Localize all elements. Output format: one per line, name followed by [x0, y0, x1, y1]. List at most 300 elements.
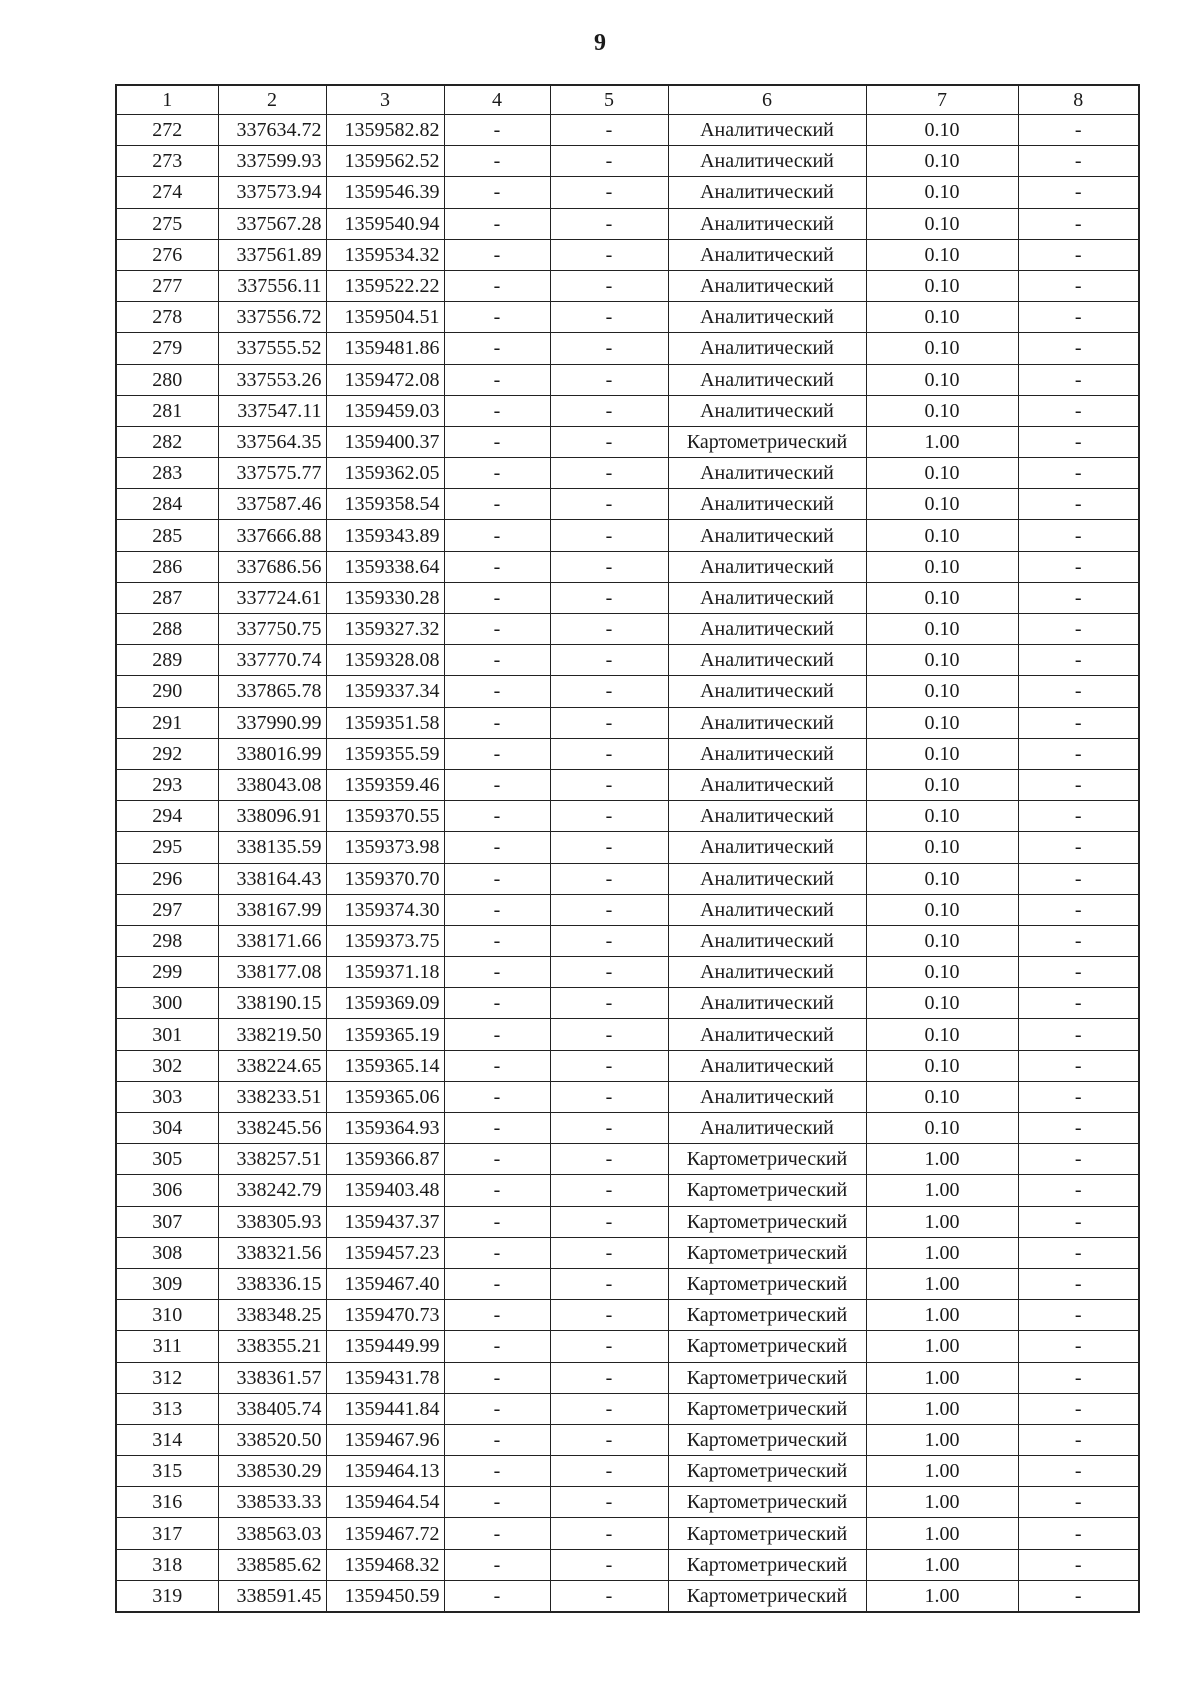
table-row — [116, 707, 1139, 738]
accuracy-cell: 0.10 — [866, 863, 1018, 894]
table-row — [116, 1362, 1139, 1393]
col8-cell: - — [1018, 832, 1139, 863]
col8-cell: - — [1018, 1424, 1139, 1455]
method-cell: Аналитический — [668, 239, 866, 270]
accuracy-cell: 0.10 — [866, 208, 1018, 239]
col4-cell: - — [444, 1487, 550, 1518]
col4-cell: - — [444, 769, 550, 800]
method-cell: Аналитический — [668, 1113, 866, 1144]
method-cell: Картометрический — [668, 1487, 866, 1518]
method-cell: Картометрический — [668, 1518, 866, 1549]
col8-cell: - — [1018, 769, 1139, 800]
method-cell: Картометрический — [668, 1175, 866, 1206]
col8-cell: - — [1018, 676, 1139, 707]
method-cell: Картометрический — [668, 1393, 866, 1424]
col8-cell: - — [1018, 426, 1139, 457]
col5-cell: - — [550, 801, 668, 832]
col5-cell: - — [550, 1050, 668, 1081]
col5-cell: - — [550, 146, 668, 177]
method-cell: Картометрический — [668, 1300, 866, 1331]
col8-cell: - — [1018, 1580, 1139, 1612]
accuracy-cell: 0.10 — [866, 676, 1018, 707]
point-number-cell: 310 — [116, 1300, 218, 1331]
col4-cell: - — [444, 925, 550, 956]
accuracy-cell: 0.10 — [866, 614, 1018, 645]
col8-cell: - — [1018, 1487, 1139, 1518]
col8-cell: - — [1018, 146, 1139, 177]
method-cell: Аналитический — [668, 270, 866, 301]
col8-cell: - — [1018, 645, 1139, 676]
table-row — [116, 115, 1139, 146]
accuracy-cell: 1.00 — [866, 426, 1018, 457]
method-cell: Аналитический — [668, 489, 866, 520]
point-number-cell: 294 — [116, 801, 218, 832]
col4-cell: - — [444, 988, 550, 1019]
col8-cell: - — [1018, 925, 1139, 956]
table-row — [116, 863, 1139, 894]
col8-cell: - — [1018, 1393, 1139, 1424]
method-cell: Аналитический — [668, 988, 866, 1019]
table-row — [116, 302, 1139, 333]
y-coordinate-cell: 1359330.28 — [326, 582, 444, 613]
x-coordinate-cell: 338585.62 — [218, 1549, 326, 1580]
point-number-cell: 305 — [116, 1144, 218, 1175]
col8-cell: - — [1018, 863, 1139, 894]
col8-cell: - — [1018, 614, 1139, 645]
col5-cell: - — [550, 614, 668, 645]
accuracy-cell: 0.10 — [866, 520, 1018, 551]
x-coordinate-cell: 337567.28 — [218, 208, 326, 239]
col5-cell: - — [550, 395, 668, 426]
method-cell: Аналитический — [668, 1019, 866, 1050]
accuracy-cell: 1.00 — [866, 1362, 1018, 1393]
col4-cell: - — [444, 957, 550, 988]
point-number-cell: 273 — [116, 146, 218, 177]
point-number-cell: 278 — [116, 302, 218, 333]
table-row — [116, 1393, 1139, 1424]
table-row — [116, 738, 1139, 769]
col4-cell: - — [444, 1300, 550, 1331]
col5-cell: - — [550, 863, 668, 894]
point-number-cell: 293 — [116, 769, 218, 800]
point-number-cell: 304 — [116, 1113, 218, 1144]
x-coordinate-cell: 337564.35 — [218, 426, 326, 457]
x-coordinate-cell: 338043.08 — [218, 769, 326, 800]
col8-cell: - — [1018, 582, 1139, 613]
table-row — [116, 1549, 1139, 1580]
x-coordinate-cell: 338305.93 — [218, 1206, 326, 1237]
y-coordinate-cell: 1359337.34 — [326, 676, 444, 707]
col4-cell: - — [444, 426, 550, 457]
col5-cell: - — [550, 582, 668, 613]
y-coordinate-cell: 1359441.84 — [326, 1393, 444, 1424]
col8-cell: - — [1018, 1019, 1139, 1050]
method-cell: Картометрический — [668, 1144, 866, 1175]
col5-cell: - — [550, 707, 668, 738]
table-row — [116, 957, 1139, 988]
table-row — [116, 1237, 1139, 1268]
y-coordinate-cell: 1359362.05 — [326, 458, 444, 489]
accuracy-cell: 1.00 — [866, 1237, 1018, 1268]
col5-cell: - — [550, 1175, 668, 1206]
table-row — [116, 1331, 1139, 1362]
x-coordinate-cell: 337547.11 — [218, 395, 326, 426]
accuracy-cell: 1.00 — [866, 1300, 1018, 1331]
y-coordinate-cell: 1359355.59 — [326, 738, 444, 769]
col8-cell: - — [1018, 1175, 1139, 1206]
col5-cell: - — [550, 1113, 668, 1144]
y-coordinate-cell: 1359338.64 — [326, 551, 444, 582]
table-row — [116, 582, 1139, 613]
accuracy-cell: 0.10 — [866, 115, 1018, 146]
y-coordinate-cell: 1359400.37 — [326, 426, 444, 457]
x-coordinate-cell: 338167.99 — [218, 894, 326, 925]
point-number-cell: 295 — [116, 832, 218, 863]
y-coordinate-cell: 1359327.32 — [326, 614, 444, 645]
table-row — [116, 1580, 1139, 1612]
column-header: 2 — [218, 85, 326, 115]
x-coordinate-cell: 337599.93 — [218, 146, 326, 177]
y-coordinate-cell: 1359365.19 — [326, 1019, 444, 1050]
x-coordinate-cell: 338224.65 — [218, 1050, 326, 1081]
col5-cell: - — [550, 177, 668, 208]
col5-cell: - — [550, 1081, 668, 1112]
col4-cell: - — [444, 551, 550, 582]
table-row — [116, 1175, 1139, 1206]
col8-cell: - — [1018, 302, 1139, 333]
table-row — [116, 146, 1139, 177]
table-row — [116, 1144, 1139, 1175]
y-coordinate-cell: 1359450.59 — [326, 1580, 444, 1612]
table-row — [116, 177, 1139, 208]
table-row — [116, 988, 1139, 1019]
table-row — [116, 1300, 1139, 1331]
table-row — [116, 769, 1139, 800]
point-number-cell: 279 — [116, 333, 218, 364]
x-coordinate-cell: 338348.25 — [218, 1300, 326, 1331]
col4-cell: - — [444, 520, 550, 551]
col4-cell: - — [444, 1081, 550, 1112]
point-number-cell: 286 — [116, 551, 218, 582]
method-cell: Аналитический — [668, 520, 866, 551]
x-coordinate-cell: 337666.88 — [218, 520, 326, 551]
point-number-cell: 274 — [116, 177, 218, 208]
table-row — [116, 925, 1139, 956]
x-coordinate-cell: 337770.74 — [218, 645, 326, 676]
column-header: 8 — [1018, 85, 1139, 115]
method-cell: Картометрический — [668, 1331, 866, 1362]
col8-cell: - — [1018, 333, 1139, 364]
accuracy-cell: 0.10 — [866, 1050, 1018, 1081]
y-coordinate-cell: 1359472.08 — [326, 364, 444, 395]
col8-cell: - — [1018, 364, 1139, 395]
method-cell: Аналитический — [668, 832, 866, 863]
col4-cell: - — [444, 614, 550, 645]
x-coordinate-cell: 338355.21 — [218, 1331, 326, 1362]
col8-cell: - — [1018, 1268, 1139, 1299]
x-coordinate-cell: 337587.46 — [218, 489, 326, 520]
col4-cell: - — [444, 1456, 550, 1487]
col5-cell: - — [550, 925, 668, 956]
point-number-cell: 308 — [116, 1237, 218, 1268]
col8-cell: - — [1018, 239, 1139, 270]
method-cell: Аналитический — [668, 925, 866, 956]
col5-cell: - — [550, 1518, 668, 1549]
point-number-cell: 289 — [116, 645, 218, 676]
method-cell: Аналитический — [668, 364, 866, 395]
point-number-cell: 309 — [116, 1268, 218, 1299]
col5-cell: - — [550, 489, 668, 520]
col8-cell: - — [1018, 988, 1139, 1019]
point-number-cell: 316 — [116, 1487, 218, 1518]
accuracy-cell: 0.10 — [866, 738, 1018, 769]
y-coordinate-cell: 1359459.03 — [326, 395, 444, 426]
col4-cell: - — [444, 738, 550, 769]
point-number-cell: 298 — [116, 925, 218, 956]
x-coordinate-cell: 337573.94 — [218, 177, 326, 208]
accuracy-cell: 0.10 — [866, 925, 1018, 956]
col5-cell: - — [550, 738, 668, 769]
y-coordinate-cell: 1359437.37 — [326, 1206, 444, 1237]
col8-cell: - — [1018, 1206, 1139, 1237]
x-coordinate-cell: 338242.79 — [218, 1175, 326, 1206]
table-row — [116, 489, 1139, 520]
method-cell: Аналитический — [668, 208, 866, 239]
accuracy-cell: 1.00 — [866, 1393, 1018, 1424]
y-coordinate-cell: 1359351.58 — [326, 707, 444, 738]
point-number-cell: 277 — [116, 270, 218, 301]
method-cell: Аналитический — [668, 551, 866, 582]
col4-cell: - — [444, 1549, 550, 1580]
point-number-cell: 288 — [116, 614, 218, 645]
accuracy-cell: 0.10 — [866, 270, 1018, 301]
col4-cell: - — [444, 395, 550, 426]
y-coordinate-cell: 1359449.99 — [326, 1331, 444, 1362]
accuracy-cell: 0.10 — [866, 1019, 1018, 1050]
point-number-cell: 319 — [116, 1580, 218, 1612]
page-number: 9 — [594, 30, 606, 56]
col5-cell: - — [550, 1580, 668, 1612]
accuracy-cell: 0.10 — [866, 957, 1018, 988]
point-number-cell: 314 — [116, 1424, 218, 1455]
method-cell: Картометрический — [668, 1456, 866, 1487]
col5-cell: - — [550, 1362, 668, 1393]
y-coordinate-cell: 1359370.70 — [326, 863, 444, 894]
point-number-cell: 318 — [116, 1549, 218, 1580]
method-cell: Аналитический — [668, 146, 866, 177]
accuracy-cell: 0.10 — [866, 1113, 1018, 1144]
table-row — [116, 1487, 1139, 1518]
x-coordinate-cell: 337686.56 — [218, 551, 326, 582]
col4-cell: - — [444, 1331, 550, 1362]
col5-cell: - — [550, 1206, 668, 1237]
method-cell: Аналитический — [668, 177, 866, 208]
x-coordinate-cell: 338171.66 — [218, 925, 326, 956]
accuracy-cell: 0.10 — [866, 458, 1018, 489]
col5-cell: - — [550, 988, 668, 1019]
point-number-cell: 303 — [116, 1081, 218, 1112]
accuracy-cell: 1.00 — [866, 1424, 1018, 1455]
y-coordinate-cell: 1359540.94 — [326, 208, 444, 239]
table-row — [116, 333, 1139, 364]
y-coordinate-cell: 1359468.32 — [326, 1549, 444, 1580]
col5-cell: - — [550, 1456, 668, 1487]
accuracy-cell: 0.10 — [866, 832, 1018, 863]
table-row — [116, 551, 1139, 582]
accuracy-cell: 0.10 — [866, 582, 1018, 613]
table-header — [116, 85, 1139, 115]
y-coordinate-cell: 1359582.82 — [326, 115, 444, 146]
y-coordinate-cell: 1359359.46 — [326, 769, 444, 800]
y-coordinate-cell: 1359467.96 — [326, 1424, 444, 1455]
x-coordinate-cell: 338135.59 — [218, 832, 326, 863]
table-row — [116, 1206, 1139, 1237]
table-row — [116, 1424, 1139, 1455]
col4-cell: - — [444, 894, 550, 925]
col5-cell: - — [550, 551, 668, 582]
table-row — [116, 645, 1139, 676]
y-coordinate-cell: 1359431.78 — [326, 1362, 444, 1393]
col8-cell: - — [1018, 1081, 1139, 1112]
y-coordinate-cell: 1359373.75 — [326, 925, 444, 956]
y-coordinate-cell: 1359464.54 — [326, 1487, 444, 1518]
accuracy-cell: 1.00 — [866, 1206, 1018, 1237]
coordinates-table — [115, 84, 1140, 1613]
x-coordinate-cell: 337575.77 — [218, 458, 326, 489]
col4-cell: - — [444, 270, 550, 301]
accuracy-cell: 0.10 — [866, 302, 1018, 333]
col8-cell: - — [1018, 1300, 1139, 1331]
col5-cell: - — [550, 676, 668, 707]
method-cell: Аналитический — [668, 738, 866, 769]
y-coordinate-cell: 1359464.13 — [326, 1456, 444, 1487]
y-coordinate-cell: 1359470.73 — [326, 1300, 444, 1331]
point-number-cell: 302 — [116, 1050, 218, 1081]
col4-cell: - — [444, 1144, 550, 1175]
point-number-cell: 307 — [116, 1206, 218, 1237]
accuracy-cell: 1.00 — [866, 1580, 1018, 1612]
y-coordinate-cell: 1359481.86 — [326, 333, 444, 364]
x-coordinate-cell: 337634.72 — [218, 115, 326, 146]
col4-cell: - — [444, 239, 550, 270]
col4-cell: - — [444, 1175, 550, 1206]
point-number-cell: 292 — [116, 738, 218, 769]
col5-cell: - — [550, 645, 668, 676]
col8-cell: - — [1018, 1456, 1139, 1487]
col4-cell: - — [444, 146, 550, 177]
method-cell: Аналитический — [668, 676, 866, 707]
col8-cell: - — [1018, 177, 1139, 208]
accuracy-cell: 0.10 — [866, 239, 1018, 270]
x-coordinate-cell: 338530.29 — [218, 1456, 326, 1487]
point-number-cell: 281 — [116, 395, 218, 426]
col4-cell: - — [444, 1113, 550, 1144]
table-row — [116, 1081, 1139, 1112]
column-header: 6 — [668, 85, 866, 115]
accuracy-cell: 0.10 — [866, 801, 1018, 832]
method-cell: Картометрический — [668, 1549, 866, 1580]
method-cell: Картометрический — [668, 1362, 866, 1393]
col5-cell: - — [550, 1424, 668, 1455]
table-row — [116, 520, 1139, 551]
point-number-cell: 312 — [116, 1362, 218, 1393]
table-row — [116, 1113, 1139, 1144]
point-number-cell: 280 — [116, 364, 218, 395]
col4-cell: - — [444, 1424, 550, 1455]
col5-cell: - — [550, 1331, 668, 1362]
column-header: 1 — [116, 85, 218, 115]
method-cell: Аналитический — [668, 333, 866, 364]
y-coordinate-cell: 1359374.30 — [326, 894, 444, 925]
method-cell: Аналитический — [668, 707, 866, 738]
col4-cell: - — [444, 707, 550, 738]
col5-cell: - — [550, 1268, 668, 1299]
point-number-cell: 283 — [116, 458, 218, 489]
x-coordinate-cell: 338177.08 — [218, 957, 326, 988]
x-coordinate-cell: 338591.45 — [218, 1580, 326, 1612]
point-number-cell: 297 — [116, 894, 218, 925]
x-coordinate-cell: 338257.51 — [218, 1144, 326, 1175]
col5-cell: - — [550, 1237, 668, 1268]
table-row — [116, 614, 1139, 645]
col8-cell: - — [1018, 115, 1139, 146]
method-cell: Картометрический — [668, 1206, 866, 1237]
col4-cell: - — [444, 1019, 550, 1050]
accuracy-cell: 0.10 — [866, 177, 1018, 208]
col8-cell: - — [1018, 1362, 1139, 1393]
point-number-cell: 275 — [116, 208, 218, 239]
accuracy-cell: 0.10 — [866, 489, 1018, 520]
method-cell: Картометрический — [668, 1237, 866, 1268]
accuracy-cell: 0.10 — [866, 894, 1018, 925]
x-coordinate-cell: 337724.61 — [218, 582, 326, 613]
col4-cell: - — [444, 1050, 550, 1081]
method-cell: Аналитический — [668, 769, 866, 800]
method-cell: Аналитический — [668, 863, 866, 894]
table-row — [116, 676, 1139, 707]
header-row — [116, 85, 1139, 115]
table-row — [116, 894, 1139, 925]
y-coordinate-cell: 1359467.40 — [326, 1268, 444, 1299]
x-coordinate-cell: 338016.99 — [218, 738, 326, 769]
col4-cell: - — [444, 1237, 550, 1268]
accuracy-cell: 0.10 — [866, 333, 1018, 364]
col5-cell: - — [550, 270, 668, 301]
y-coordinate-cell: 1359370.55 — [326, 801, 444, 832]
x-coordinate-cell: 337561.89 — [218, 239, 326, 270]
accuracy-cell: 1.00 — [866, 1144, 1018, 1175]
table-row — [116, 458, 1139, 489]
col8-cell: - — [1018, 738, 1139, 769]
table-row — [116, 395, 1139, 426]
table-body — [116, 115, 1139, 1613]
accuracy-cell: 0.10 — [866, 988, 1018, 1019]
method-cell: Аналитический — [668, 302, 866, 333]
method-cell: Картометрический — [668, 1268, 866, 1299]
col8-cell: - — [1018, 894, 1139, 925]
col5-cell: - — [550, 832, 668, 863]
x-coordinate-cell: 338096.91 — [218, 801, 326, 832]
col8-cell: - — [1018, 1518, 1139, 1549]
col8-cell: - — [1018, 1549, 1139, 1580]
col4-cell: - — [444, 582, 550, 613]
x-coordinate-cell: 338533.33 — [218, 1487, 326, 1518]
col5-cell: - — [550, 115, 668, 146]
method-cell: Картометрический — [668, 1580, 866, 1612]
col4-cell: - — [444, 801, 550, 832]
col5-cell: - — [550, 1393, 668, 1424]
col4-cell: - — [444, 676, 550, 707]
